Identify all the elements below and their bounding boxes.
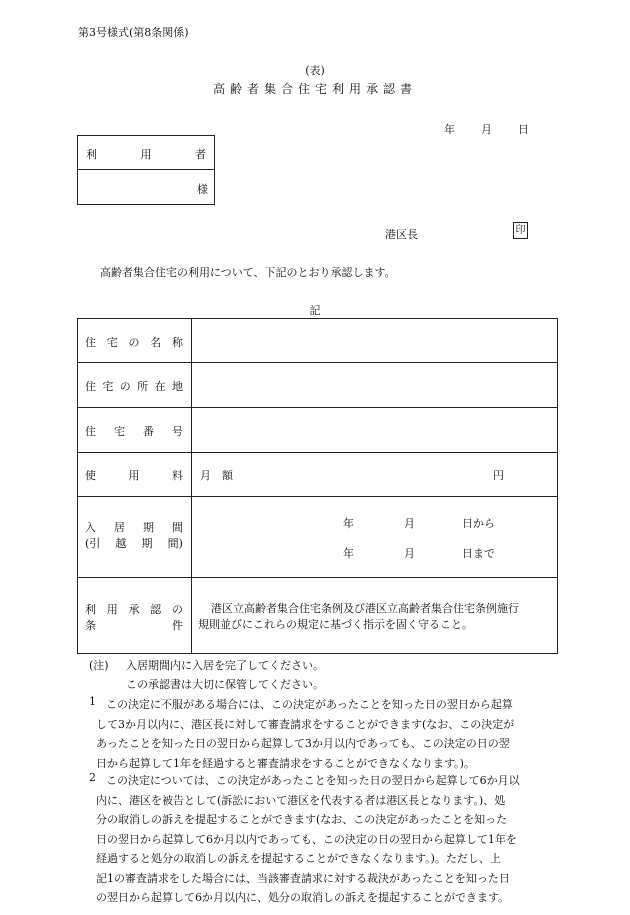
label-char: 用 <box>106 603 118 616</box>
row-label-cell <box>78 578 192 653</box>
user-label-char: 者 <box>195 148 206 161</box>
item-2-line: 記1の審査請求をした場合には、当該審査請求に対する裁決があったことを知った日 <box>96 871 510 885</box>
label-char: 使 <box>85 469 96 482</box>
user-label-char: 利 <box>86 148 97 161</box>
item-1-line: この決定に不服がある場合には、この決定があったことを知った日の翌日から起算 <box>106 698 513 711</box>
item-1-line: して3か月以内に、港区長に対して審査請求をすることができます(なお、この決定が <box>96 717 515 731</box>
user-box <box>77 135 215 205</box>
item-2-line: この決定については、この決定があったことを知った日の翌日から起算して6か月以 <box>106 774 520 787</box>
label-char: 名 <box>150 336 162 349</box>
subtitle: (表) <box>305 64 325 77</box>
item-2-number: 2 <box>89 771 96 784</box>
label-char: 地 <box>171 380 183 393</box>
table-row <box>78 408 557 453</box>
label-char: の <box>128 336 140 349</box>
item-2-line: 日の翌日から起算して6か月以内であっても、この決定の日の翌日から起算して1年を <box>96 832 517 846</box>
label-char: 認 <box>150 603 162 616</box>
seal-mark: 印 <box>513 222 528 239</box>
period-to-day: 日まで <box>462 547 495 560</box>
item-2-line: の翌日から起算して6か月以内に、処分の取消しの訴えを提起することができます。 <box>96 891 510 904</box>
label-char: 期 <box>141 537 153 550</box>
item-1-line: 日から起算して1年を経過すると審査請求をすることができなくなります。)。 <box>96 756 475 770</box>
label-char: 号 <box>172 425 183 438</box>
date-line <box>444 121 529 137</box>
item-1-line: あったことを知った日の翌日から起算して3か月以内であっても、この決定の日の翌 <box>96 737 510 750</box>
note-label: (注) <box>89 659 109 672</box>
period-value <box>192 497 557 577</box>
row-label-cell <box>78 363 192 407</box>
label-char: 間) <box>167 537 183 550</box>
user-label <box>86 146 206 162</box>
label-char: 利 <box>85 603 96 616</box>
note-1: 入居期間内に入居を完了してください。 <box>126 659 324 672</box>
label-char: 宅 <box>106 336 118 349</box>
monthly-label: 月 額 <box>200 469 233 482</box>
row-label-cell <box>78 497 192 577</box>
item-2-line: 内に、港区を被告として(訴訟において港区を代表する者は港区長となります。)、処 <box>96 793 506 807</box>
table-row <box>78 453 557 497</box>
label-char: 宅 <box>102 380 114 393</box>
label-char: 期 <box>143 521 154 534</box>
conditions-value <box>192 578 557 653</box>
user-label-row <box>78 136 214 170</box>
label-char: 条 <box>85 619 96 632</box>
label-char: 料 <box>172 469 183 482</box>
period-from-day: 日から <box>462 517 495 530</box>
label-char: 承 <box>128 603 140 616</box>
label-char: 所 <box>137 380 149 393</box>
label-char: 間 <box>172 521 183 534</box>
item-2-line: 経過すると処分の取消しの訴えを提起することができなくなります。)。ただし、上 <box>96 852 501 865</box>
item-1-text <box>77 695 557 773</box>
ki-heading: 記 <box>309 304 321 317</box>
label-char: 用 <box>128 469 140 482</box>
label-char: 居 <box>114 521 125 534</box>
item-2-text <box>77 771 557 908</box>
table-row <box>78 363 557 408</box>
period-to-year: 年 <box>343 547 354 560</box>
label-char: 住 <box>85 425 96 438</box>
table-row <box>78 578 557 653</box>
row-label-cell <box>78 453 192 496</box>
row-label-cell <box>78 319 192 362</box>
row-label-cell <box>78 408 192 452</box>
details-table <box>77 318 558 654</box>
table-row <box>78 497 557 578</box>
label-char: 宅 <box>114 425 125 438</box>
housing-address-value <box>192 363 557 407</box>
note-2: この承認書は大切に保管してください。 <box>126 678 324 691</box>
label-char: (引 <box>85 537 101 550</box>
label-char: 住 <box>85 336 96 349</box>
label-char: 越 <box>115 537 127 550</box>
housing-name-value <box>192 319 557 362</box>
label-char: 入 <box>85 521 96 534</box>
label-char: 件 <box>172 619 183 632</box>
period-from-year: 年 <box>343 517 354 530</box>
usage-fee-value <box>192 453 557 496</box>
item-1-number: 1 <box>89 695 96 708</box>
date-month: 月 <box>481 123 492 136</box>
label-char: の <box>119 380 131 393</box>
date-year: 年 <box>444 123 455 136</box>
label-char: の <box>172 603 183 616</box>
document-title: 高齢者集合住宅利用承認書 <box>212 82 417 96</box>
intro-text: 高齢者集合住宅の利用について、下記のとおり承認します。 <box>100 266 396 279</box>
conditions-text-1: 港区立高齢者集合住宅条例及び港区立高齢者集合住宅条例施行 <box>211 602 519 615</box>
issuer-label: 港区長 <box>385 228 418 241</box>
date-day: 日 <box>518 123 529 136</box>
label-char: 称 <box>172 336 183 349</box>
housing-number-value <box>192 408 557 452</box>
user-label-char: 用 <box>140 148 152 161</box>
form-number: 第3号様式(第8条関係) <box>78 26 189 39</box>
table-row <box>78 319 557 363</box>
period-from-month: 月 <box>404 517 415 530</box>
item-2-line: 分の取消しの訴えを提起することができます(なお、この決定があったことを知った <box>96 813 508 826</box>
user-honorific: 様 <box>197 183 208 196</box>
period-to-month: 月 <box>404 547 415 560</box>
label-char: 番 <box>143 425 154 438</box>
label-char: 在 <box>154 380 166 393</box>
conditions-text-2: 規則並びにこれらの規定に基づく指示を固く守ること。 <box>198 618 473 631</box>
label-char: 住 <box>85 380 96 393</box>
yen-label: 円 <box>493 469 504 482</box>
